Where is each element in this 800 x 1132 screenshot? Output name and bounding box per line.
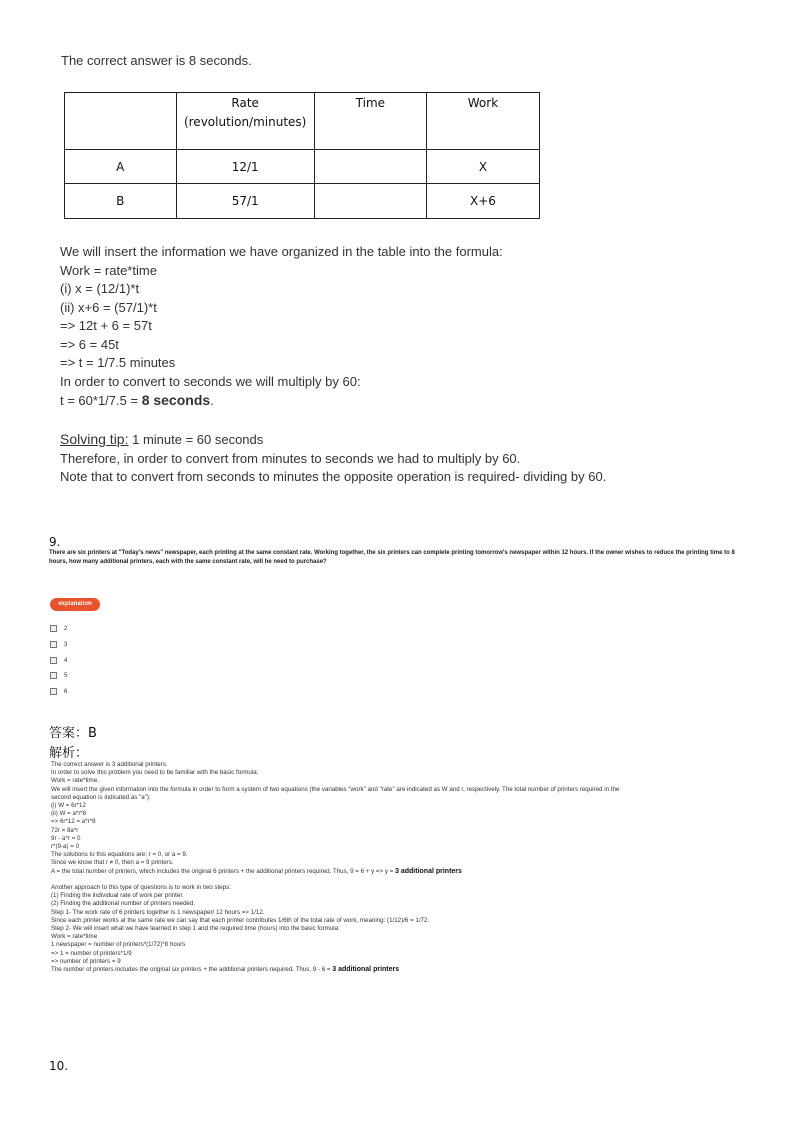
- table-header-work: Work: [426, 93, 539, 150]
- checkbox-icon[interactable]: [50, 641, 57, 648]
- table-cell-time: [314, 184, 426, 219]
- question-text: There are six printers at "Today's news" newspaper, each printing at the same constant rate. Working together, the six printers can complete printing tomorrow's newspaper within 12 hours. If the owner wishes to reduce the printing time to 8 hours, how many additional printers, each with the same constant rate, will he need to purchase?: [49, 550, 735, 565]
- answer-option[interactable]: 5: [50, 671, 67, 680]
- answer-option[interactable]: 2: [50, 624, 67, 633]
- question-number: 9.: [49, 535, 61, 549]
- solution-line: In order to convert to seconds we will multiply by 60:: [60, 373, 361, 389]
- solution-final-line: t = 60*1/7.5 = 8 seconds.: [60, 392, 214, 408]
- table-header-empty: [65, 93, 177, 150]
- solving-tip: Solving tip: 1 minute = 60 seconds Therefore, in order to convert from minutes to seconds we had to multiply by 60. Note that to convert from seconds to minutes the opposite operation is required- dividing by 60.: [60, 430, 606, 487]
- analysis-line: The correct answer is 3 additional printers.: [51, 761, 168, 768]
- solution-line: Work = rate*time: [60, 262, 157, 278]
- analysis-line: r*(9-a) = 0: [51, 843, 80, 851]
- table-cell-rate: 12/1: [176, 149, 314, 184]
- tip-line: Note that to convert from seconds to minutes the opposite operation is required- dividing by 60.: [60, 469, 607, 484]
- analysis-line: 9r - a*r = 0: [51, 834, 81, 842]
- analysis-text: [51, 761, 741, 974]
- analysis-line: Since we know that r ≠ 0, then a = 9 printers.: [51, 859, 174, 867]
- analysis-line: Another approach to this type of questions is to work in two steps:: [51, 884, 231, 892]
- solution-line: => 6 = 45t: [60, 336, 119, 352]
- answer-option[interactable]: 6: [50, 687, 67, 696]
- table-header-rate: Rate (revolution/minutes): [176, 93, 314, 150]
- analysis-line: => 1 = number of printers*1/9: [51, 949, 132, 957]
- table-cell-label: B: [65, 184, 177, 219]
- final-answer: 8 seconds: [141, 392, 211, 408]
- analysis-line: (1) Finding the individual rate of work per printer.: [51, 892, 184, 900]
- answer-label: 答案：B: [49, 726, 97, 741]
- analysis-line: 72r = 8a*r: [51, 826, 79, 834]
- analysis-line: (2) Finding the additional number of printers needed.: [51, 900, 196, 908]
- table-row: [65, 149, 540, 184]
- table-header-row: [65, 93, 540, 150]
- solution-block: [60, 243, 580, 411]
- answer-option[interactable]: 4: [50, 656, 67, 665]
- table-header-time: Time: [314, 93, 426, 150]
- table-cell-work: X: [426, 149, 539, 184]
- table-cell-time: [314, 149, 426, 184]
- table-cell-work: X+6: [426, 184, 539, 219]
- analysis-line: A = the total number of printers, which includes the original 6 printers + the additional printers required. Thus, 9 = 6 + y => y = 3 additional printers: [51, 867, 462, 875]
- analysis-line: (ii) W = a*r*8: [51, 810, 87, 818]
- analysis-line: Work = rate*time.: [51, 777, 99, 785]
- bold-answer: 3 additional printers: [332, 966, 400, 974]
- question-number: 10.: [49, 1059, 69, 1073]
- analysis-line: The solutions to this equations are: r = 0, or a = 9.: [51, 851, 188, 859]
- analysis-line: Step 2- We will insert what we have learned in step 1 and the required time (hours) into the basic formula:: [51, 925, 340, 933]
- analysis-line: Step 1- The work rate of 6 printers together is 1 newspaper/ 12 hours => 1/12.: [51, 908, 265, 916]
- tip-line: Therefore, in order to convert from minutes to seconds we had to multiply by 60.: [60, 450, 521, 466]
- rate-table: [64, 92, 540, 219]
- checkbox-icon[interactable]: [50, 688, 57, 695]
- bold-answer: 3 additional printers: [395, 867, 462, 875]
- solution-line: (ii) x+6 = (57/1)*t: [60, 299, 157, 315]
- analysis-label: 解析：: [49, 746, 89, 761]
- analysis-line: In order to solve this problem you need to be familiar with the basic formula:: [51, 769, 259, 777]
- checkbox-icon[interactable]: [50, 625, 57, 632]
- solution-line: We will insert the information we have organized in the table into the formula:: [60, 244, 503, 259]
- solution-line: => t = 1/7.5 minutes: [60, 355, 176, 370]
- solution-line: => 12t + 6 = 57t: [60, 318, 152, 333]
- checkbox-icon[interactable]: [50, 672, 57, 679]
- analysis-line: (i) W = 6r*12: [51, 802, 86, 810]
- intro-text: The correct answer is 8 seconds.: [61, 53, 252, 68]
- analysis-line: The number of printers includes the original six printers + the additional printers required. Thus, 9 - 6 = 3 additional printers: [51, 966, 400, 974]
- analysis-line: Work = rate*time: [51, 933, 98, 941]
- tip-label: Solving tip:: [60, 431, 129, 447]
- table-row: [65, 184, 540, 219]
- answer-option[interactable]: 3: [50, 640, 67, 649]
- analysis-line: => 6r*12 = a*r*8: [51, 818, 96, 826]
- analysis-line: Since each printer works at the same rate we can say that each printer contributes 1/6th of the total rate of work, meaning: (1/12)/6 = 1/72.: [51, 916, 430, 924]
- analysis-line: We will insert the given information into the formula in order to form a system of two equations (the variables "work" and "rate" are indicated as W and r, respectively. The total number of printers required in the: [51, 785, 620, 793]
- explanation-button[interactable]: explanation: [50, 598, 100, 611]
- analysis-line: => number of printers = 9: [51, 957, 121, 965]
- table-cell-label: A: [65, 149, 177, 184]
- checkbox-icon[interactable]: [50, 657, 57, 664]
- solution-line: (i) x = (12/1)*t: [60, 281, 140, 296]
- analysis-line: second equation is indicated as "a"):: [51, 793, 151, 801]
- table-cell-rate: 57/1: [176, 184, 314, 219]
- analysis-line: 1 newspaper = number of printers*(1/72)*8 hours: [51, 941, 186, 949]
